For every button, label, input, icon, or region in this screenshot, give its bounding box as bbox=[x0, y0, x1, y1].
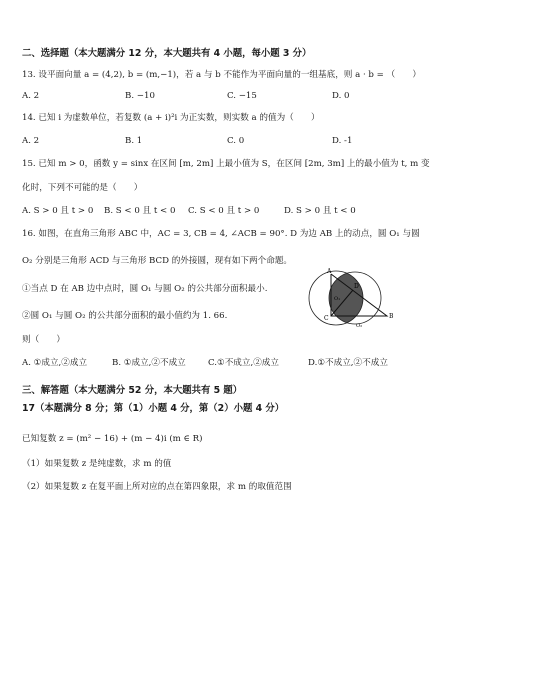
label-d: D bbox=[354, 283, 359, 290]
q13-option-a: A. 2 bbox=[22, 91, 40, 101]
q15-option-d: D. S > 0 且 t < 0 bbox=[284, 206, 356, 216]
label-o1: O₁ bbox=[334, 296, 341, 302]
q15-option-b: B. S < 0 且 t < 0 bbox=[104, 206, 176, 216]
label-c: C bbox=[324, 315, 329, 322]
question-15-line-2: 化时，下列不可能的是（ ） bbox=[22, 183, 143, 193]
q14-option-d: D. -1 bbox=[332, 136, 353, 146]
q13-option-c: C. −15 bbox=[227, 91, 257, 101]
q16-option-c: C.①不成立,②成立 bbox=[208, 358, 279, 368]
question-16-proposition-1: ①当点 D 在 AB 边中点时，圆 O₁ 与圆 O₂ 的公共部分面积最小. bbox=[22, 284, 268, 294]
q16-option-b: B. ①成立,②不成立 bbox=[112, 358, 186, 368]
q13-option-b: B. −10 bbox=[125, 91, 155, 101]
label-a: A bbox=[327, 268, 332, 275]
q14-option-b: B. 1 bbox=[125, 136, 143, 146]
q16-option-a: A. ①成立,②成立 bbox=[22, 358, 88, 368]
q15-option-c: C. S < 0 且 t > 0 bbox=[188, 206, 260, 216]
label-o2: O₂ bbox=[356, 323, 363, 329]
section-3-title: 三、解答题（本大题满分 52 分，本大题共有 5 题） bbox=[22, 385, 243, 396]
question-17-title: 17（本题满分 8 分；第（1）小题 4 分，第（2）小题 4 分） bbox=[22, 403, 285, 414]
q16-geometry-figure bbox=[305, 266, 405, 348]
question-14-text: 14. 已知 i 为虚数单位，若复数 (a + i)²i 为正实数，则实数 a 的值为（ ） bbox=[22, 113, 320, 123]
question-13-text: 13. 设平面向量 a = (4,2), b = (m,−1)，若 a 与 b 不能作为平面向量的一组基底，则 a · b = （ ） bbox=[22, 70, 421, 80]
question-16-line-2: O₂ 分别是三角形 ACD 与三角形 BCD 的外接圆，现有如下两个命题。 bbox=[22, 256, 293, 266]
question-16-line-1: 16. 如图，在直角三角形 ABC 中，AC = 3, CB = 4, ∠ACB = 90°. D 为边 AB 上的动点，圆 O₁ 与圆 bbox=[22, 229, 420, 239]
q16-option-d: D.①不成立,②不成立 bbox=[308, 358, 388, 368]
question-17-part-1: （1）如果复数 z 是纯虚数，求 m 的值 bbox=[22, 459, 172, 469]
section-2-title: 二、选择题（本大题满分 12 分，本大题共有 4 小题，每小题 3 分） bbox=[22, 48, 312, 59]
q15-option-a: A. S > 0 且 t > 0 bbox=[22, 206, 94, 216]
question-16-proposition-2: ②圆 O₁ 与圆 O₂ 的公共部分面积的最小值约为 1. 66. bbox=[22, 311, 228, 321]
question-15-line-1: 15. 已知 m > 0，函数 y = sinx 在区间 [m, 2m] 上最小值为 S，在区间 [2m, 3m] 上的最小值为 t, m 变 bbox=[22, 159, 430, 169]
question-17-stem: 已知复数 z = (m² − 16) + (m − 4)i (m ∈ R) bbox=[22, 434, 203, 444]
question-16-then: 则（ ） bbox=[22, 335, 65, 345]
label-b: B bbox=[389, 313, 394, 320]
q14-option-a: A. 2 bbox=[22, 136, 40, 146]
q13-option-d: D. 0 bbox=[332, 91, 350, 101]
question-17-part-2: （2）如果复数 z 在复平面上所对应的点在第四象限，求 m 的取值范围 bbox=[22, 482, 292, 492]
q14-option-c: C. 0 bbox=[227, 136, 245, 146]
